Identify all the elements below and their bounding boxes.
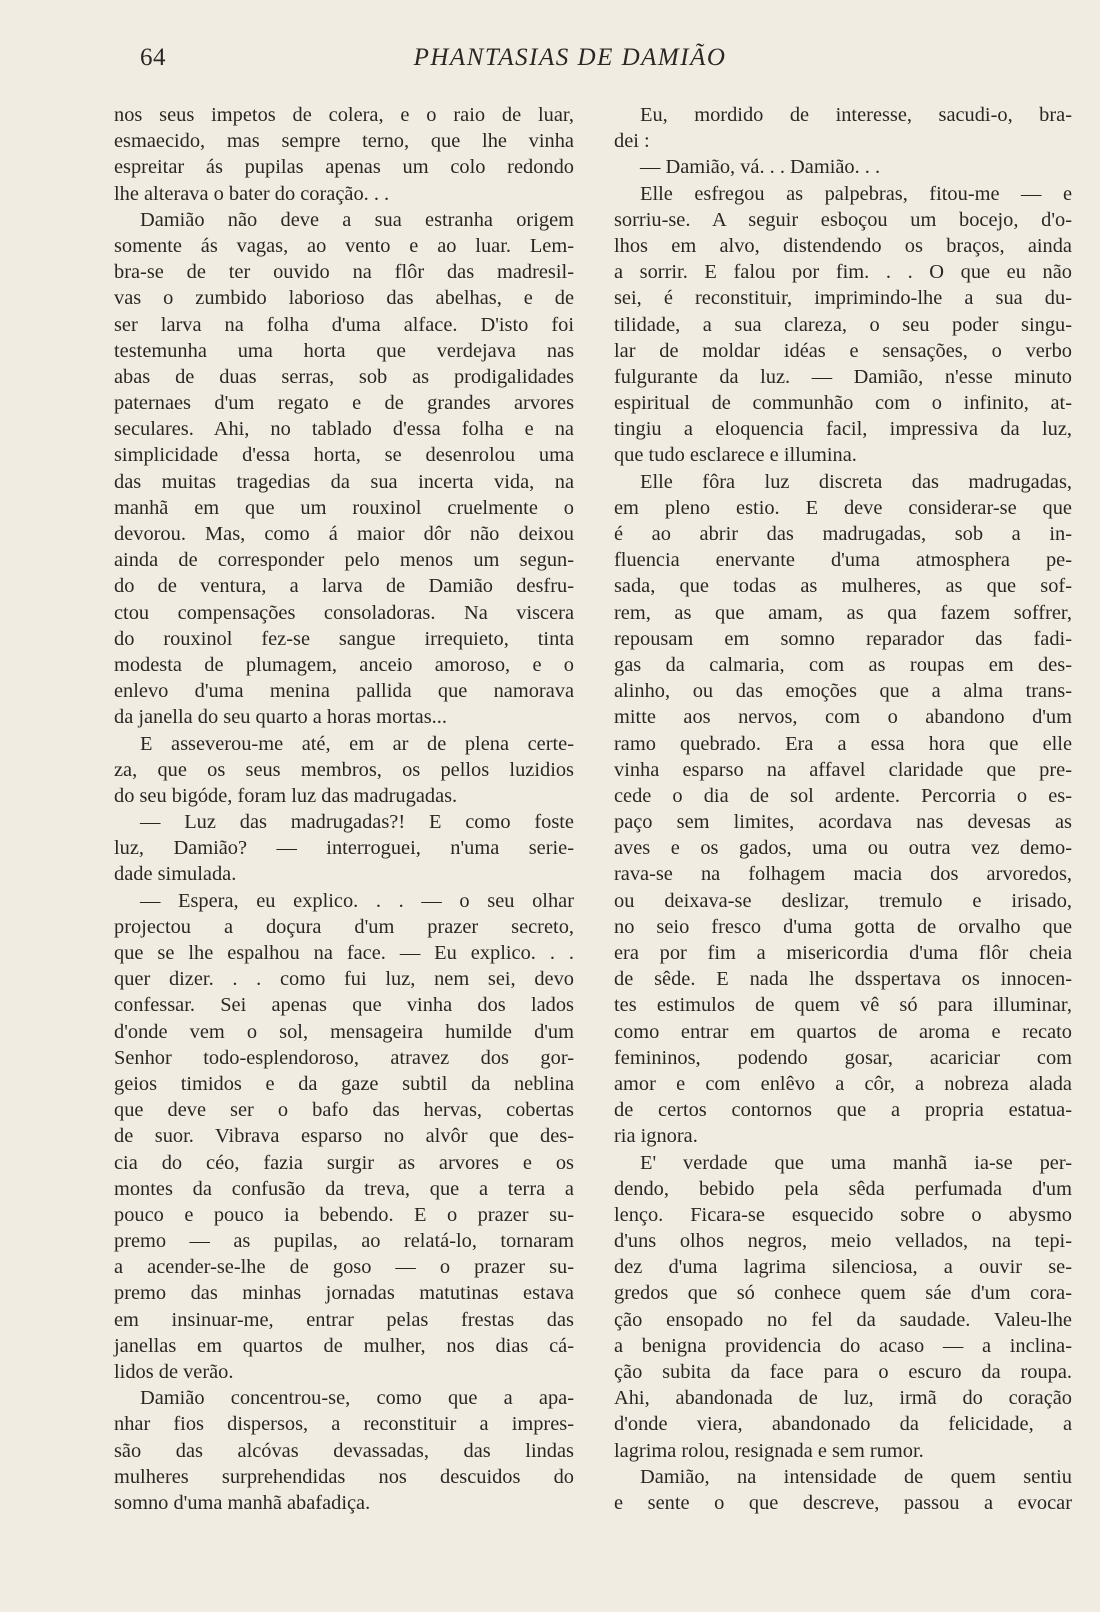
text-line: lagrima rolou, resignada e sem rumor.: [614, 1439, 924, 1462]
text-line: que se lhe espalhou na face. — Eu explico. . .: [114, 942, 574, 964]
text-line: ou deixava-se deslizar, tremulo e irisado,: [614, 889, 1072, 912]
text-line: modesta de plumagem, anceio amoroso, e o: [114, 653, 574, 676]
text-line: esmaecido, mas sempre terno, que lhe vinha: [114, 130, 574, 153]
text-line: d'onde viera, abandonado da felicidade, a: [614, 1413, 1072, 1436]
text-line: d'uns olhos negros, meio vellados, na tepi-: [614, 1230, 1072, 1253]
text-line: ainda de corresponder pelo menos um segun-: [114, 549, 574, 572]
text-line: Ahi, abandonada de luz, irmã do coração: [614, 1387, 1072, 1410]
text-line: ria ignora.: [614, 1125, 698, 1148]
text-line: Elle fôra luz discreta das madrugadas,: [640, 470, 1072, 493]
text-line: lidos de verão.: [114, 1361, 234, 1383]
text-line: Damião, na intensidade de quem sentiu: [640, 1465, 1072, 1488]
text-line: como entrar em quartos de aroma e recato: [614, 1020, 1072, 1043]
text-line: espiritual de communhão com o infinito, at-: [614, 392, 1072, 415]
text-line: premo das minhas jornadas matutinas estava: [114, 1282, 574, 1305]
text-line: dez d'uma lagrima silenciosa, a ouvir se-: [614, 1256, 1072, 1279]
text-line: alinho, ou das emoções que a alma trans-: [614, 680, 1072, 703]
text-line: fluencia enervante d'uma atmosphera pe-: [614, 549, 1072, 572]
text-line: espreitar ás pupilas apenas um colo redondo: [114, 156, 574, 179]
text-line: amor e com enlêvo a côr, a nobreza alada: [614, 1072, 1072, 1095]
text-line: aves e os gados, uma ou outra vez demo-: [614, 837, 1072, 860]
text-line: paço sem limites, acordava nas devesas as: [614, 811, 1072, 834]
text-line: ctou compensações consoladoras. Na viscera: [114, 601, 574, 624]
text-line: de suor. Vibrava esparso no alvôr que des-: [114, 1125, 574, 1148]
text-line: são das alcóvas devassadas, das lindas: [114, 1439, 574, 1462]
text-line: testemunha uma horta que verdejava nas: [114, 339, 574, 362]
text-line: fulgurante da luz. — Damião, n'esse minuto: [614, 365, 1072, 388]
text-line: confessar. Sei apenas que vinha dos lados: [114, 994, 574, 1017]
text-line: rem, as que amam, as qua fazem soffrer,: [614, 601, 1072, 624]
text-line: que tudo esclarece e illumina.: [614, 444, 857, 467]
text-line: Eu, mordido de interesse, sacudi-o, bra-: [640, 104, 1072, 126]
text-line: luz, Damião? — interroguei, n'uma serie-: [114, 837, 574, 860]
text-line: bra-se de ter ouvido na flôr das madresil-: [114, 261, 574, 284]
text-line: tingiu a eloquencia facil, impressiva da luz,: [614, 418, 1072, 441]
text-line: mitte aos nervos, com o abandono d'um: [614, 706, 1072, 729]
text-line: geios timidos e da gaze subtil da neblina: [114, 1072, 574, 1095]
text-line: — Luz das madrugadas?! E como foste: [140, 811, 574, 834]
page-number: 64: [140, 44, 166, 71]
text-line: e sente o que descreve, passou a evocar: [614, 1491, 1072, 1514]
text-line: das muitas tragedias da sua incerta vida, na: [114, 470, 574, 493]
text-line: janellas em quartos de mulher, nos dias cá-: [114, 1334, 574, 1357]
text-line: seculares. Ahi, no tablado d'essa folha e na: [114, 418, 574, 441]
text-line: E' verdade que uma manhã ia-se per-: [640, 1151, 1072, 1174]
text-line: em insinuar-me, entrar pelas frestas das: [114, 1308, 574, 1331]
text-line: mulheres surprehendidas nos descuidos do: [114, 1465, 574, 1488]
text-line: era por fim a misericordia d'uma flôr cheia: [614, 942, 1072, 964]
text-line: lhos em alvo, distendendo os braços, ainda: [614, 234, 1072, 257]
text-line: lenço. Ficara-se esquecido sobre o abysmo: [614, 1203, 1072, 1226]
text-line: dade simulada.: [114, 863, 237, 886]
text-line: cede o dia de sol ardente. Percorria o es-: [614, 784, 1072, 807]
text-line: vinha esparso na affavel claridade que pre-: [614, 758, 1072, 781]
text-line: somente ás vagas, ao vento e ao luar. Lem-: [114, 234, 574, 257]
text-line: do rouxinol fez-se sangue irrequieto, tinta: [114, 627, 574, 650]
text-line: simplicidade d'essa horta, se desenrolou uma: [114, 444, 574, 467]
text-line: a acender-se-lhe de goso — o prazer su-: [114, 1256, 574, 1279]
text-line: d'onde vem o sol, mensageira humilde d'um: [114, 1020, 574, 1043]
text-line: da janella do seu quarto a horas mortas...: [114, 706, 447, 729]
text-line: ção ensopado no fel da saudade. Valeu-lhe: [614, 1308, 1072, 1331]
text-line: de certos contornos que a propria estatua-: [614, 1099, 1072, 1122]
text-line: cia do céo, fazia surgir as arvores e os: [114, 1151, 574, 1174]
text-line: dendo, bebido pela sêda perfumada d'um: [614, 1177, 1072, 1200]
text-line: a sorrir. E falou por fim. . . O que eu não: [614, 261, 1072, 284]
text-line: Elle esfregou as palpebras, fitou-me — e: [640, 182, 1072, 205]
text-line: vas o zumbido laborioso das abelhas, e de: [114, 287, 574, 310]
text-line: gredos que só conhece quem sáe d'um cora-: [614, 1282, 1072, 1305]
text-line: do de ventura, a larva de Damião desfru-: [114, 575, 574, 598]
text-line: somno d'uma manhã abafadiça.: [114, 1491, 371, 1514]
text-line: de sêde. E nada lhe dsspertava os innocen-: [614, 968, 1072, 991]
text-line: femininos, podendo gosar, acariciar com: [614, 1046, 1072, 1069]
text-line: é ao abrir das madrugadas, sob a in-: [614, 523, 1072, 545]
text-line: tilidade, a sua clareza, o seu poder singu-: [614, 313, 1072, 336]
text-line: devorou. Mas, como á maior dôr não deixou: [114, 523, 574, 545]
text-line: manhã em que um rouxinol cruelmente o: [114, 496, 574, 519]
text-line: quer dizer. . . como fui luz, nem sei, devo: [114, 968, 574, 991]
text-line: em pleno estio. E deve considerar-se que: [614, 496, 1072, 519]
text-line: tes estimulos de quem vê só para illuminar,: [614, 994, 1072, 1017]
text-line: que deve ser o bafo das hervas, cobertas: [114, 1099, 574, 1122]
text-line: nhar fios dispersos, a reconstituir a impres-: [114, 1413, 574, 1436]
text-line: lhe alterava o bater do coração. . .: [114, 182, 390, 205]
text-line: lar de moldar idéas e sensações, o verbo: [614, 339, 1072, 362]
text-line: sorriu-se. A seguir esboçou um bocejo, d'o-: [614, 208, 1072, 231]
text-line: E asseverou-me até, em ar de plena certe-: [140, 732, 574, 755]
text-line: no seio fresco d'uma gotta de orvalho que: [614, 915, 1072, 938]
text-line: repousam em somno reparador das fadi-: [614, 627, 1072, 650]
text-line: sei, é reconstituir, imprimindo-lhe a sua du-: [614, 287, 1072, 310]
text-line: projectou a doçura d'um prazer secreto,: [114, 915, 574, 938]
text-line: rava-se na folhagem macia dos arvoredos,: [614, 863, 1072, 886]
text-line: ramo quebrado. Era a essa hora que elle: [614, 732, 1072, 755]
right-text-column: [614, 102, 1072, 1516]
text-line: ção subita da face para o escuro da roupa.: [614, 1361, 1072, 1383]
text-line: sada, que todas as mulheres, as que sof-: [614, 575, 1072, 598]
text-line: Damião não deve a sua estranha origem: [140, 208, 574, 231]
text-line: za, que os seus membros, os pellos luzidios: [114, 758, 574, 781]
text-line: gas da calmaria, com as roupas em des-: [614, 653, 1072, 676]
text-line: ser larva na folha d'uma alface. D'isto foi: [114, 313, 574, 336]
text-line: Damião concentrou-se, como que a apa-: [140, 1387, 574, 1410]
text-line: pouco e pouco ia bebendo. E o prazer su-: [114, 1203, 574, 1226]
text-line: a benigna providencia do acaso — a inclina-: [614, 1334, 1072, 1357]
running-title: PHANTASIAS DE DAMIÃO: [413, 44, 727, 71]
text-line: dei :: [614, 130, 650, 153]
text-line: montes da confusão da treva, que a terra a: [114, 1177, 574, 1200]
text-line: Senhor todo-esplendoroso, atravez dos gor-: [114, 1046, 574, 1069]
text-line: nos seus impetos de colera, e o raio de luar,: [114, 104, 574, 126]
text-line: — Damião, vá. . . Damião. . .: [640, 156, 881, 179]
text-line: — Espera, eu explico. . . — o seu olhar: [140, 889, 574, 912]
text-line: enlevo d'uma menina pallida que namorava: [114, 680, 574, 703]
text-line: do seu bigóde, foram luz das madrugadas.: [114, 784, 458, 807]
left-text-column: [114, 102, 574, 1516]
text-line: abas de duas serras, sob as prodigalidades: [114, 365, 574, 388]
text-line: premo — as pupilas, ao relatá-lo, tornaram: [114, 1230, 574, 1253]
text-line: paternaes d'um regato e de grandes arvores: [114, 392, 574, 415]
